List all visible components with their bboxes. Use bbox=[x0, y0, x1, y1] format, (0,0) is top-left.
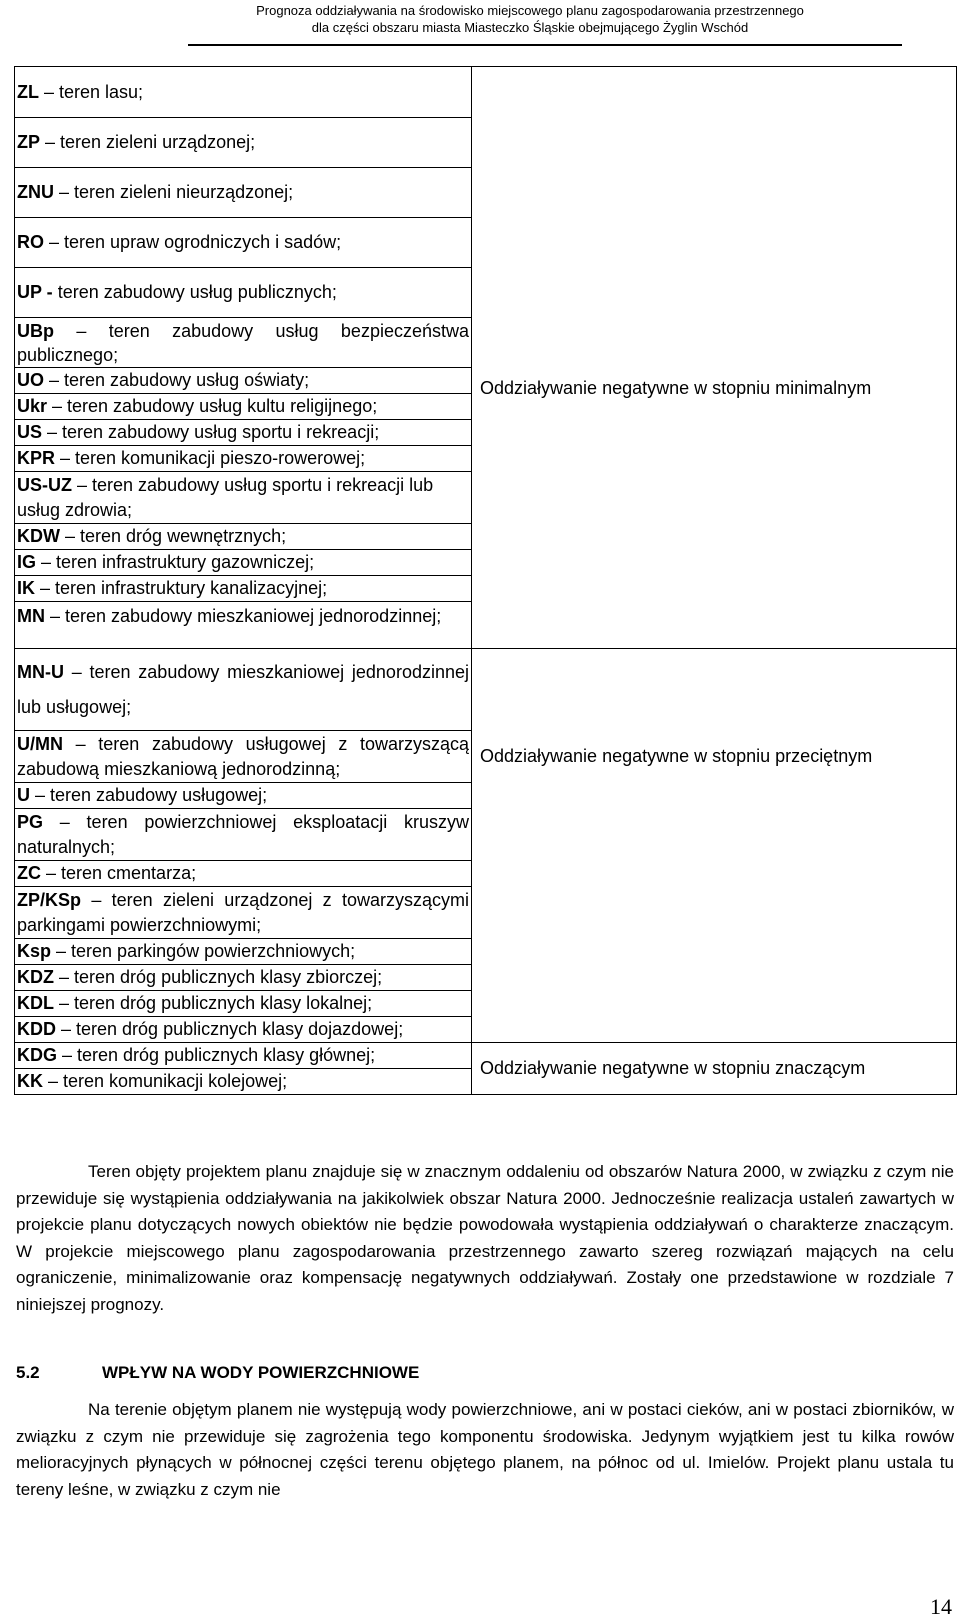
section-number: 5.2 bbox=[16, 1363, 40, 1382]
header-line-2: dla części obszaru miasta Miasteczko Śląskie obejmującego Żyglin Wschód bbox=[311, 20, 749, 35]
header-rule bbox=[188, 44, 902, 46]
land-use-cell: KDD – teren dróg publicznych klasy dojazdowej; bbox=[15, 1017, 472, 1043]
table-row bbox=[15, 1043, 957, 1069]
land-use-cell: UBp – teren zabudowy usług bezpieczeństwa publicznego; bbox=[15, 318, 472, 368]
table-row bbox=[15, 649, 957, 731]
paragraph-natura: Teren objęty projektem planu znajduje się w znacznym oddaleniu od obszarów Natura 2000, w związku z czym nie przewiduje się wystąpienia oddziaływania na jakikolwiek obszar Natura 2000. Jednocześnie realizacja ustaleń zawartych w projekcie planu dotyczących nowych obiektów nie będzie powodowała wystąpienia oddziaływań o charakterze znaczącym. W projekcie miejscowego planu zagospodarowania przestrzennego zawarto szereg rozwiązań mających na celu ograniczenie, minimalizowanie oraz kompensację negatywnych oddziaływań. Zostały one przedstawione w rozdziale 7 niniejszej prognozy. bbox=[16, 1162, 954, 1314]
land-use-cell: ZL – teren lasu; bbox=[15, 67, 472, 118]
land-use-cell: Ksp – teren parkingów powierzchniowych; bbox=[15, 939, 472, 965]
land-use-cell: KDG – teren dróg publicznych klasy głównej; bbox=[15, 1043, 472, 1069]
paragraph-surface-water: Na terenie objętym planem nie występują wody powierzchniowe, ani w postaci cieków, ani w postaci zbiorników, w związku z czym nie przewiduje się zagrożenia tego komponentu środowiska. Jedynym wyjątkiem jest tu kilka rowów melioracyjnych płynących w północnej części terenu objętego planem, na północ od ul. Imielów. Projekt planu ustala tu tereny leśne, w związku z czym nie bbox=[16, 1400, 954, 1499]
land-use-cell: KK – teren komunikacji kolejowej; bbox=[15, 1069, 472, 1095]
land-use-cell: KPR – teren komunikacji pieszo-rowerowej; bbox=[15, 446, 472, 472]
land-use-cell: IK – teren infrastruktury kanalizacyjnej; bbox=[15, 576, 472, 602]
land-use-cell: KDZ – teren dróg publicznych klasy zbiorczej; bbox=[15, 965, 472, 991]
land-use-cell: UP - teren zabudowy usług publicznych; bbox=[15, 268, 472, 318]
section-title: WPŁYW NA WODY POWIERZCHNIOWE bbox=[102, 1363, 420, 1382]
impact-cell-average: Oddziaływanie negatywne w stopniu przeciętnym bbox=[472, 649, 957, 1043]
land-use-cell: ZNU – teren zieleni nieurządzonej; bbox=[15, 168, 472, 218]
land-use-cell: KDW – teren dróg wewnętrznych; bbox=[15, 524, 472, 550]
land-use-cell: KDL – teren dróg publicznych klasy lokalnej; bbox=[15, 991, 472, 1017]
land-use-cell: U – teren zabudowy usługowej; bbox=[15, 783, 472, 809]
land-use-cell: U/MN – teren zabudowy usługowej z towarzyszącą zabudową mieszkaniową jednorodzinną; bbox=[15, 731, 472, 783]
header-line-1: Prognoza oddziaływania na środowisko miejscowego planu zagospodarowania przestrzennego bbox=[256, 3, 804, 18]
land-use-cell: Ukr – teren zabudowy usług kultu religijnego; bbox=[15, 394, 472, 420]
table-row bbox=[15, 67, 957, 118]
land-use-cell: US – teren zabudowy usług sportu i rekreacji; bbox=[15, 420, 472, 446]
land-use-cell: ZC – teren cmentarza; bbox=[15, 861, 472, 887]
table-row bbox=[15, 318, 957, 368]
impact-cell-minimal: Oddziaływanie negatywne w stopniu minimalnym bbox=[472, 318, 957, 649]
land-use-cell: ZP – teren zieleni urządzonej; bbox=[15, 118, 472, 168]
page-header bbox=[160, 2, 900, 36]
land-use-cell: UO – teren zabudowy usług oświaty; bbox=[15, 368, 472, 394]
impact-table bbox=[14, 66, 957, 1095]
land-use-cell: IG – teren infrastruktury gazowniczej; bbox=[15, 550, 472, 576]
impact-cell-blank bbox=[472, 67, 957, 318]
land-use-cell: PG – teren powierzchniowej eksploatacji kruszyw naturalnych; bbox=[15, 809, 472, 861]
land-use-cell: ZP/KSp – teren zieleni urządzonej z towarzyszącymi parkingami powierzchniowymi; bbox=[15, 887, 472, 939]
land-use-cell: MN-U – teren zabudowy mieszkaniowej jednorodzinnej lub usługowej; bbox=[15, 649, 472, 731]
land-use-cell: MN – teren zabudowy mieszkaniowej jednorodzinnej; bbox=[15, 602, 472, 649]
land-use-cell: RO – teren upraw ogrodniczych i sadów; bbox=[15, 218, 472, 268]
impact-cell-significant: Oddziaływanie negatywne w stopniu znaczącym bbox=[472, 1043, 957, 1095]
land-use-cell: US-UZ – teren zabudowy usług sportu i rekreacji lub usług zdrowia; bbox=[15, 472, 472, 524]
section-heading bbox=[16, 1363, 419, 1383]
page-number: 14 bbox=[930, 1594, 952, 1619]
